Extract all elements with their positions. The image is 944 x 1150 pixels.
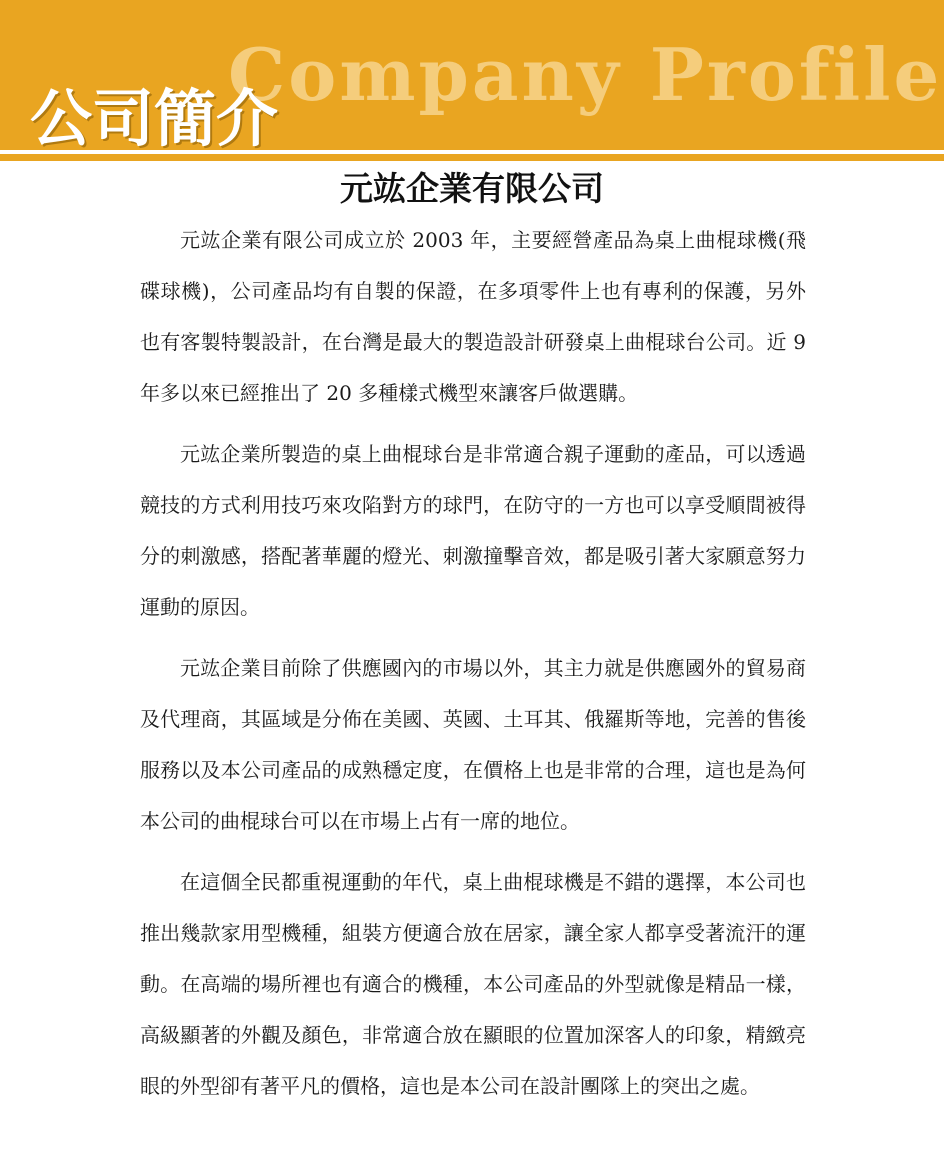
profile-paragraph-product-range: 在這個全民都重視運動的年代，桌上曲棍球機是不錯的選擇，本公司也推出幾款家用型機種，組裝方便適合放在居家，讓全家人都享受著流汗的運動。在高端的場所裡也有適合的機種，本公司產品的外型就像是精品一樣，高級顯著的外觀及顏色，非常適合放在顯眼的位置加深客人的印象，精緻亮眼的外型卻有著平凡的價格，這也是本公司在設計團隊上的突出之處。 xyxy=(140,870,806,1098)
banner-title-english: Company Profile xyxy=(228,32,943,117)
header-divider-orange xyxy=(0,154,944,161)
header-banner xyxy=(0,0,944,150)
banner-title-chinese: 公司簡介 xyxy=(30,82,279,150)
profile-paragraph-product-appeal: 元竑企業所製造的桌上曲棍球台是非常適合親子運動的產品，可以透過競技的方式利用技巧來攻陷對方的球門，在防守的一方也可以享受順間被得分的刺激感，搭配著華麗的燈光、刺激撞擊音效，都是吸引著大家願意努力運動的原因。 xyxy=(140,442,806,619)
profile-paragraph-markets: 元竑企業目前除了供應國內的市場以外，其主力就是供應國外的貿易商及代理商，其區域是分佈在美國、英國、土耳其、俄羅斯等地，完善的售後服務以及本公司產品的成熟穩定度，在價格上也是非常的合理，這也是為何本公司的曲棍球台可以在市場上占有一席的地位。 xyxy=(140,656,806,833)
profile-body xyxy=(140,215,806,1122)
company-name-heading: 元竑企業有限公司 xyxy=(340,169,604,208)
profile-paragraph-founding: 元竑企業有限公司成立於 2003 年，主要經營產品為桌上曲棍球機(飛碟球機)，公司產品均有自製的保證，在多項零件上也有專利的保護，另外也有客製特製設計，在台灣是最大的製造設計研發桌上曲棍球台公司。近 9 年多以來已經推出了 20 多種樣式機型來讓客戶做選購。 xyxy=(140,228,806,405)
